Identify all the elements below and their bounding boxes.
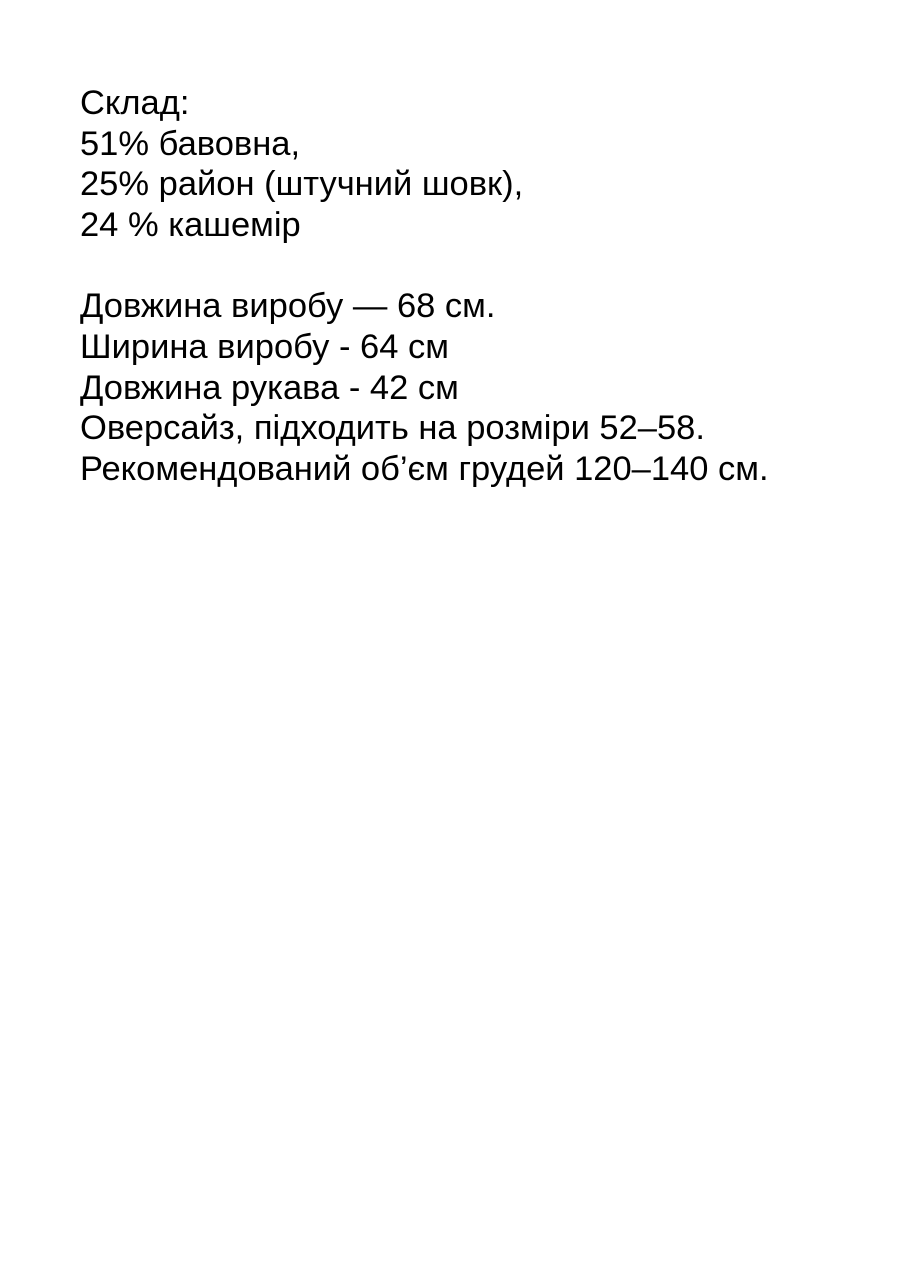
measurement-width: Ширина виробу - 64 см — [80, 327, 449, 366]
measurements-block — [80, 286, 900, 489]
measurement-length: Довжина виробу — 68 см. — [80, 287, 496, 326]
recommended-chest: Рекомендований об’єм грудей 120–140 см. — [80, 449, 769, 488]
composition-item-cashmere: 24 % кашемір — [80, 205, 301, 244]
block-spacer — [80, 245, 900, 286]
product-description — [80, 83, 900, 489]
composition-block — [80, 83, 900, 245]
composition-item-cotton: 51% бавовна, — [80, 124, 301, 163]
fit-note: Оверсайз, підходить на розміри 52–58. — [80, 409, 705, 448]
composition-item-rayon: 25% район (штучний шовк), — [80, 165, 524, 204]
measurement-sleeve-length: Довжина рукава - 42 см — [80, 368, 459, 407]
composition-heading: Склад: — [80, 84, 190, 122]
